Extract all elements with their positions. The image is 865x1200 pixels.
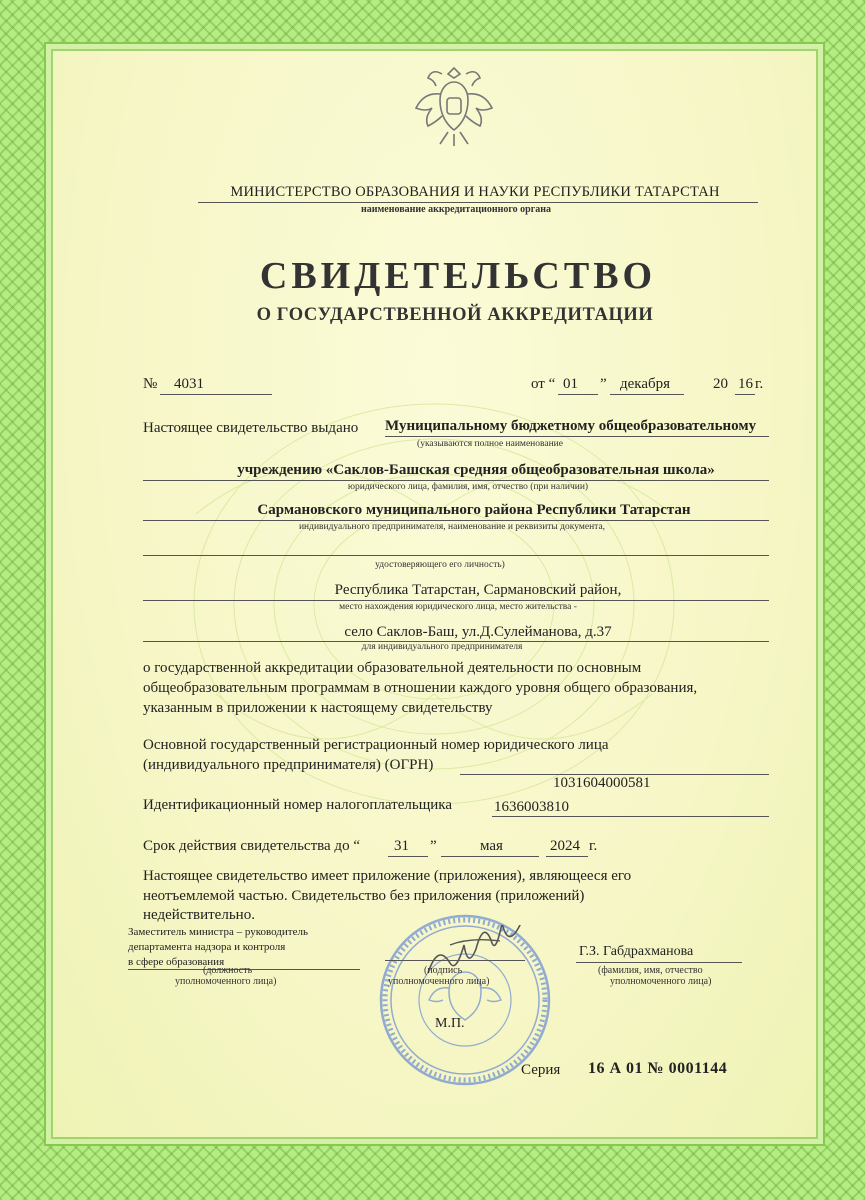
organization-hint3: индивидуального предпринимателя, наименование и реквизиты документа, xyxy=(298,522,606,532)
signatory-position-line1: Заместитель министра – руководитель xyxy=(128,926,308,938)
number-label: № xyxy=(143,376,158,392)
signatory-position-line3: в сфере образования xyxy=(128,956,225,968)
organization-line1-underline xyxy=(385,436,769,437)
validity-year: 2024 xyxy=(550,838,580,854)
position-hint1: (должность xyxy=(203,965,253,976)
organization-name-line2: учреждению «Саклов-Башская средняя общеобразовательная школа» xyxy=(237,462,715,478)
inn-underline xyxy=(492,816,769,817)
validity-label: Срок действия свидетельства до “ xyxy=(143,838,360,854)
validity-month-underline xyxy=(441,856,539,857)
name-hint1: (фамилия, имя, отчество xyxy=(598,965,703,976)
inn-value: 1636003810 xyxy=(494,799,569,815)
series-number: 16 А 01 № 0001144 xyxy=(588,1060,728,1077)
appendix-line2: неотъемлемой частью. Свидетельство без приложения (приложений) xyxy=(143,888,585,904)
identity-document-hint: удостоверяющего его личность) xyxy=(375,560,505,570)
organization-name-line3: Сармановского муниципального района Республики Татарстан xyxy=(257,502,691,518)
date-year-underline xyxy=(735,394,755,395)
date-day-underline xyxy=(558,394,598,395)
validity-day: 31 xyxy=(394,838,409,854)
number-underline xyxy=(160,394,272,395)
ministry-underline xyxy=(198,202,758,203)
date-year: 16 xyxy=(738,376,753,392)
inn-label: Идентификационный номер налогоплательщика xyxy=(143,797,453,813)
signature-hint1: (подпись xyxy=(424,965,463,976)
signatory-name: Г.З. Габдрахманова xyxy=(579,944,694,959)
ministry-name: МИНИСТЕРСТВО ОБРАЗОВАНИЯ И НАУКИ РЕСПУБЛИКИ ТАТАРСТАН xyxy=(230,184,720,200)
certificate-title: СВИДЕТЕЛЬСТВО xyxy=(259,255,657,297)
address-hint2: для индивидуального предпринимателя xyxy=(361,642,523,652)
date-year-end: г. xyxy=(755,376,764,392)
certificate-subtitle: О ГОСУДАРСТВЕННОЙ АККРЕДИТАЦИИ xyxy=(256,305,654,325)
certificate-number: 4031 xyxy=(174,376,204,392)
ogrn-value: 1031604000581 xyxy=(553,775,651,791)
seal-place-label: М.П. xyxy=(435,1016,465,1031)
date-month-underline xyxy=(610,394,684,395)
date-month: декабря xyxy=(620,376,671,392)
appendix-line1: Настоящее свидетельство имеет приложение (приложения), являющееся его xyxy=(143,868,632,884)
signatory-name-underline xyxy=(576,962,742,963)
ministry-hint: наименование аккредитационного органа xyxy=(360,204,552,215)
organization-line2-underline xyxy=(143,480,769,481)
address-line1-underline xyxy=(143,600,769,601)
validity-day-underline xyxy=(388,856,428,857)
coat-of-arms-emblem xyxy=(412,60,496,152)
signature-underline xyxy=(385,960,525,961)
organization-hint1: (указываются полное наименование xyxy=(417,439,563,449)
body-line2: общеобразовательным программам в отношении каждого уровня общего образования, xyxy=(143,680,698,696)
body-line3: указанным в приложении к настоящему свидетельству xyxy=(143,700,493,716)
date-quote: ” xyxy=(600,376,607,392)
organization-line3-underline xyxy=(143,520,769,521)
appendix-line3: недействительно. xyxy=(143,907,255,923)
validity-month: мая xyxy=(480,838,503,854)
date-year-prefix: 20 xyxy=(713,376,728,392)
position-hint2: уполномоченного лица) xyxy=(175,976,277,987)
date-day: 01 xyxy=(563,376,578,392)
organization-name-line1: Муниципальному бюджетному общеобразовательному xyxy=(385,418,757,434)
signature-hint2: уполномоченного лица) xyxy=(388,976,490,987)
address-line2: село Саклов-Баш, ул.Д.Сулейманова, д.37 xyxy=(344,624,612,640)
identity-document-underline xyxy=(143,555,769,556)
ogrn-label-line2: (индивидуального предпринимателя) (ОГРН) xyxy=(143,757,434,773)
address-hint1: место нахождения юридического лица, место жительства - xyxy=(339,602,577,612)
date-prefix: от “ xyxy=(531,376,556,392)
name-hint2: уполномоченного лица) xyxy=(610,976,712,987)
signatory-position-line2: департамента надзора и контроля xyxy=(128,941,286,953)
validity-year-underline xyxy=(546,856,588,857)
organization-hint2: юридического лица, фамилия, имя, отчество (при наличии) xyxy=(347,482,589,492)
validity-year-end: г. xyxy=(589,838,598,854)
body-line1: о государственной аккредитации образовательной деятельности по основным xyxy=(143,660,642,676)
address-line1: Республика Татарстан, Сармановский район, xyxy=(334,582,622,598)
series-label: Серия xyxy=(521,1062,561,1078)
ogrn-underline xyxy=(460,774,769,775)
ogrn-label-line1: Основной государственный регистрационный номер юридического лица xyxy=(143,737,609,753)
validity-quote: ” xyxy=(430,838,437,854)
issued-label: Настоящее свидетельство выдано xyxy=(143,420,359,436)
